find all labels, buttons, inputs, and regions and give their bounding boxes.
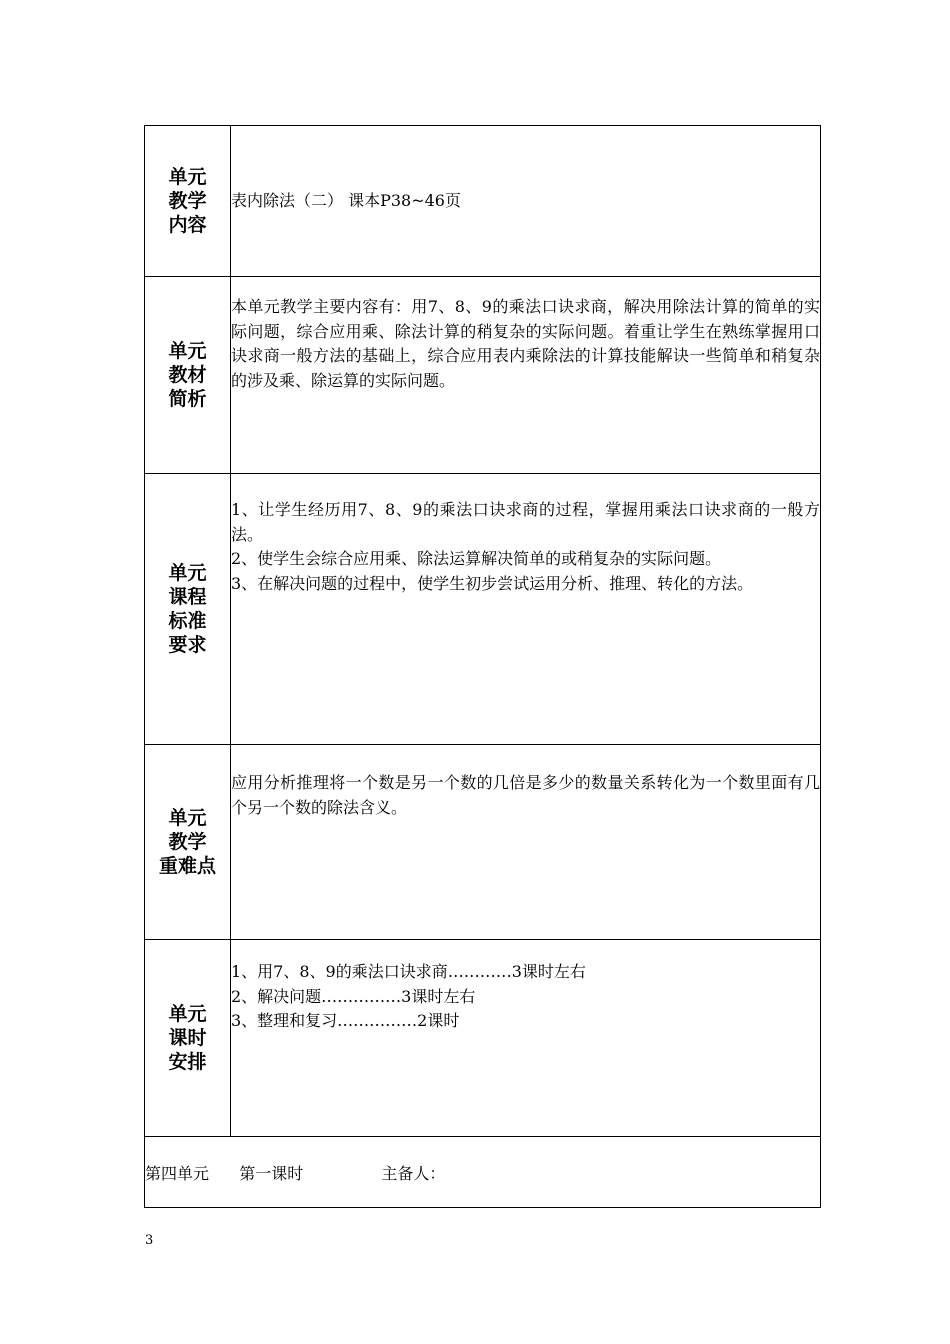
row-content-schedule (231, 940, 821, 1137)
label-line: 单元 (168, 340, 207, 362)
label-line: 单元 (168, 807, 207, 829)
content-paragraph: 2、使学生会综合应用乘、除法运算解决简单的或稍复杂的实际问题。 (231, 549, 722, 568)
table-row (145, 277, 821, 474)
content-paragraph: 1、让学生经历用7、8、9的乘法口诀求商的过程，掌握用乘法口诀求商的一般方法。 (231, 500, 820, 544)
label-line: 内容 (168, 214, 207, 236)
lesson-plan-table (144, 125, 821, 1208)
row-content-material-analysis (231, 277, 821, 474)
content-paragraph: 应用分析推理将一个数是另一个数的几倍是多少的数量关系转化为一个数里面有几个另一个数的除法含义。 (231, 773, 820, 817)
label-line: 课程 (168, 586, 207, 608)
footer-cell (145, 1137, 821, 1208)
content-paragraph: 表内除法（二） 课本P38~46页 (231, 190, 461, 210)
content-paragraph: 3、在解决问题的过程中，使学生初步尝试运用分析、推理、转化的方法。 (231, 573, 754, 593)
content-paragraph: 1、用7、8、9的乘法口诀求商…………3课时左右 (231, 962, 586, 981)
label-line: 单元 (168, 166, 207, 188)
content-paragraph: 2、解决问题……………3课时左右 (231, 986, 476, 1006)
label-line: 标准 (168, 610, 207, 632)
table-row (145, 745, 821, 940)
label-line: 教学 (168, 831, 207, 853)
label-line: 教材 (168, 364, 207, 386)
page-number: 3 (145, 1233, 154, 1248)
footer-preparer: 主备人： (381, 1163, 446, 1183)
table-row (145, 940, 821, 1137)
row-content-key-difficulties (231, 745, 821, 940)
footer-unit: 第四单元 (145, 1163, 210, 1183)
row-label-material-analysis (145, 277, 231, 474)
label-line: 安排 (168, 1051, 207, 1073)
content-paragraph: 3、整理和复习……………2课时 (231, 1011, 460, 1030)
label-line: 单元 (168, 562, 207, 584)
table-row (145, 474, 821, 745)
row-label-key-difficulties (145, 745, 231, 940)
row-label-unit-content (145, 126, 231, 277)
row-content-unit-content (231, 126, 821, 277)
row-label-curriculum-requirements (145, 474, 231, 745)
label-line: 单元 (168, 1003, 207, 1025)
row-label-schedule (145, 940, 231, 1137)
label-line: 要求 (168, 634, 207, 656)
table-row (145, 126, 821, 277)
label-line: 教学 (168, 190, 207, 212)
label-line: 课时 (168, 1027, 207, 1049)
table-row (145, 1137, 821, 1208)
content-paragraph: 本单元教学主要内容有：用7、8、9的乘法口诀求商，解决用除法计算的简单的实际问题，综合应用乘、除法计算的稍复杂的实际问题。着重让学生在熟练掌握用口诀求商一般方法的基础上，综合应用表内乘除法的计算技能解诀一些简单和稍复杂的涉及乘、除运算的实际问题。 (231, 297, 820, 390)
label-line: 简析 (168, 388, 207, 410)
label-line: 重难点 (158, 855, 216, 877)
row-content-curriculum-requirements (231, 474, 821, 745)
footer-lesson: 第一课时 (239, 1163, 304, 1183)
